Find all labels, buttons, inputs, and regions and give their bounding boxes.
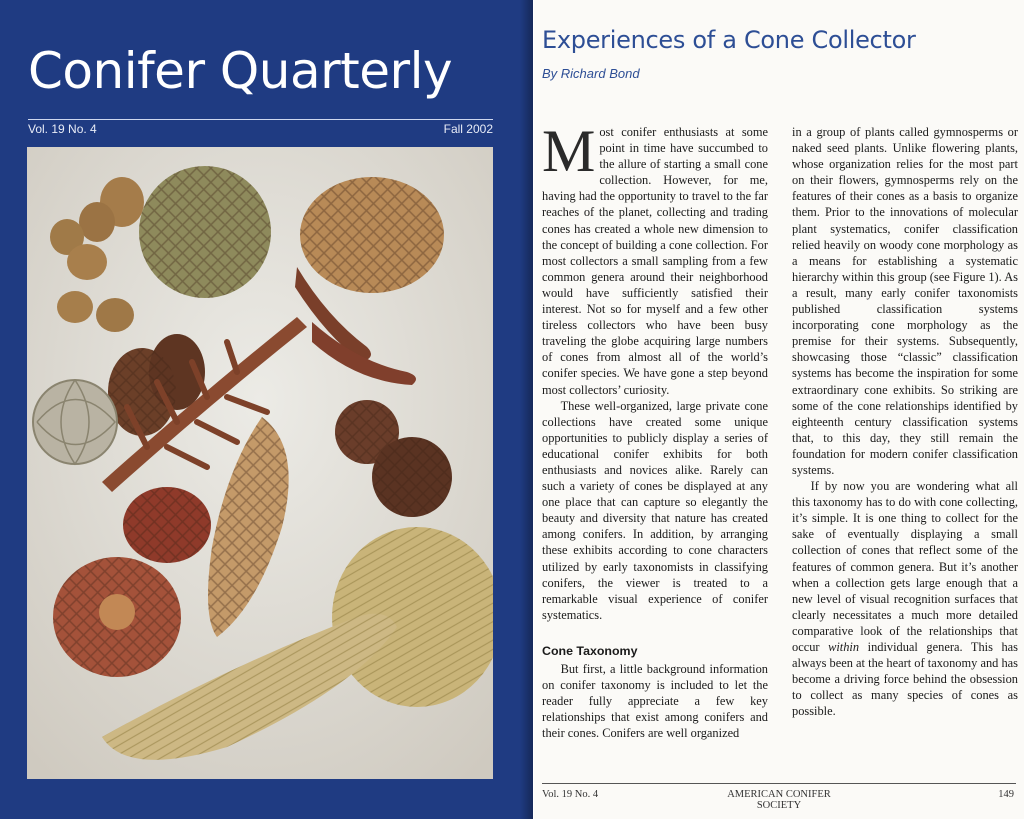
drop-cap: M	[542, 118, 596, 184]
paragraph-1	[542, 118, 768, 398]
footer-divider	[542, 783, 1016, 784]
pine-cones-illustration	[27, 147, 493, 779]
paragraph-3: But first, a little background information on conifer taxonomy is included to let the reader fully appreciate a few key relationships that exist among conifers and their cones. Conifers are well organized	[542, 662, 768, 741]
paragraph-5-text-b: individual genera. This has always been at the heart of taxonomy and has become a driving force behind the obsession to collect as many species of cones as possible.	[792, 640, 1018, 719]
cover-season: Fall 2002	[443, 122, 493, 136]
cover-divider	[28, 119, 493, 120]
cover-volume: Vol. 19 No. 4	[28, 122, 97, 136]
footer-volume: Vol. 19 No. 4	[542, 789, 599, 800]
pine-cones-photo	[27, 147, 493, 779]
article-byline: By Richard Bond	[542, 66, 640, 81]
article-column-1	[542, 118, 768, 741]
paragraph-4: in a group of plants called gymnosperms or naked seed plants. Unlike flowering plants, whose organization relies for the most part on their flowers, gymnosperms rely on the features of their cones as a basis to organize them. Prior to the innovations of molecular plant systematics, conifer classification relied heavily on woody cone morphology as a means for establishing a systematic hierarchy within this group (see Figure 1). As a result, many early conifer taxonomists published classification systems incorporating cone morphology as the premise for their systems. Subsequently, showcasing those “classic” classification systems has become the inspiration for some extraordinary cone exhibits. So striking are some of the cone relationships identified by eighteenth century classification systems that, to this day, they still remain the foundation for modern conifer classification systems.	[792, 125, 1018, 477]
article-column-2	[792, 124, 1018, 719]
article-title: Experiences of a Cone Collector	[542, 26, 916, 54]
section-heading: Cone Taxonomy	[542, 643, 638, 658]
magazine-title: Conifer Quarterly	[28, 42, 453, 100]
paragraph-2: These well-organized, large private cone collections have created some unique opportunities to publicly display a series of educational conifer exhibits for both enthusiasts and novices alike. Rarely can such a variety of cones be displayed at any one place that can capture so elegantly the beauty and diversity that nature has created among conifers. In addition, by arranging these exhibits according to cone characters utilized by early taxonomists in classifying conifers, the viewer is treated to a remarkable visual experience of conifer systematics.	[542, 398, 768, 622]
footer-society: AMERICAN CONIFER SOCIETY	[727, 789, 831, 811]
emphasis-within: within	[828, 640, 860, 654]
paragraph-5-text-a: If by now you are wondering what all this taxonomy has to do with cone collecting, it’s simple. It is one thing to collect for the sake of eventually displaying a small collection of cones that reflect some of the features of common genera. But it’s another when a collection gets large enough that a new level of visual recognition surfaces that clearly necessitates a much more detailed comparative look of the relationships that occur	[792, 479, 1018, 654]
page-number: 149	[998, 789, 1014, 800]
spine-shadow	[520, 0, 533, 819]
paragraph-1-text: ost conifer enthusiasts at some point in time have succumbed to the allure of starting a small cone collection. However, for me, having had the opportunity to travel to the far reaches of the planet, collecting and trading cones has created a whole new dimension to the concept of building a cone collection. For most collectors a small sampling from a few common genera around their neighborhood would have sufficiently satisfied their interest. Not so for myself and a few other tireless collectors who have been busy traveling the globe acquiring large numbers of cones from almost all of the world’s conifer species. We have gone a step beyond most collectors’ curiosity.	[542, 125, 768, 397]
paragraph-5	[792, 478, 1018, 719]
article-page	[534, 0, 1024, 819]
